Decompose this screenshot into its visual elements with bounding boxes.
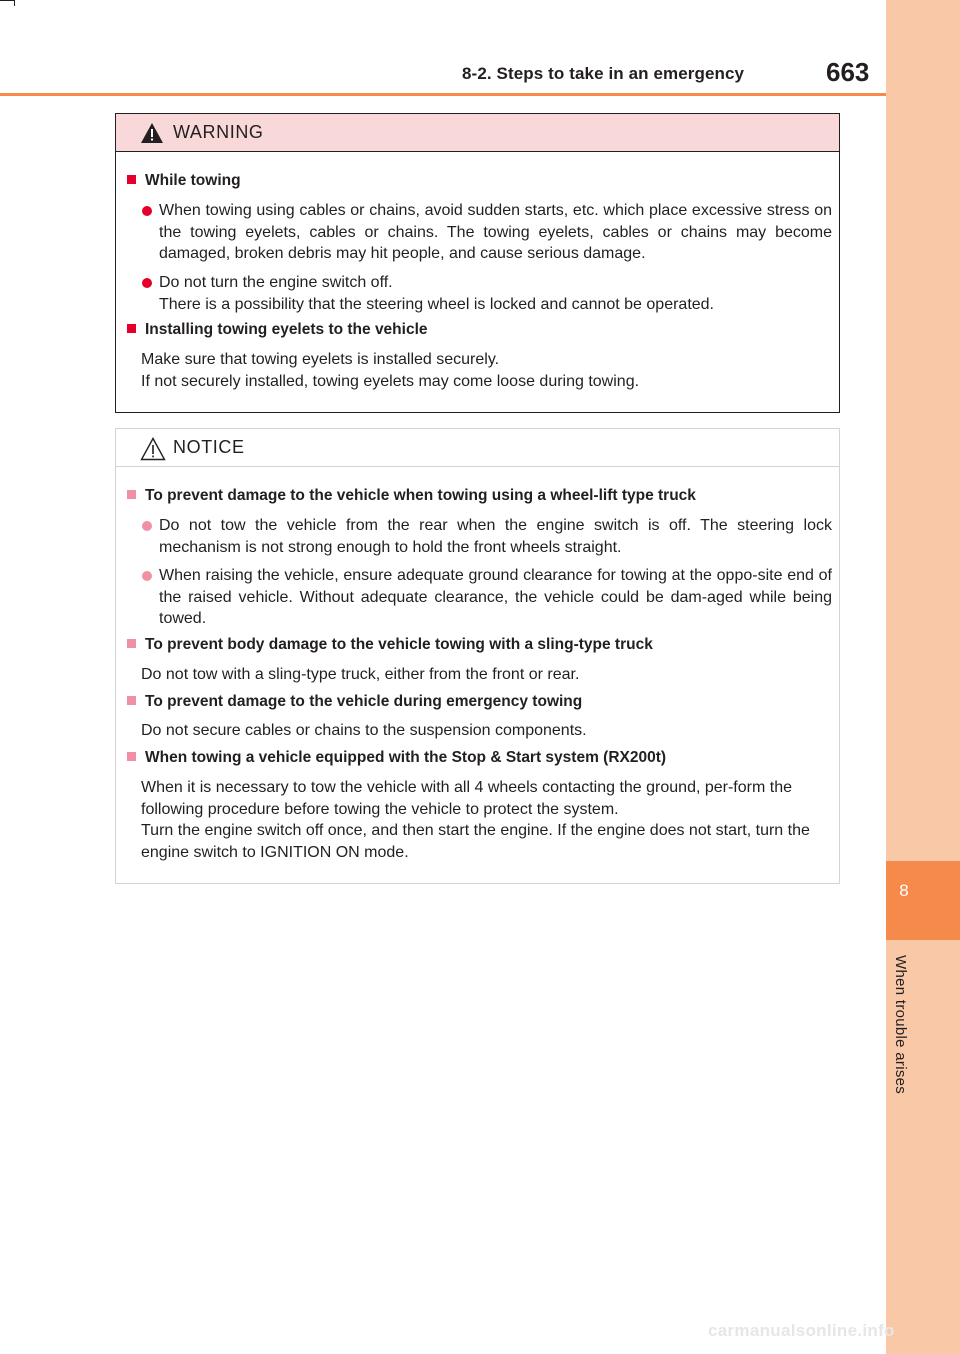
site-watermark: carmanualsonline.info: [708, 1321, 895, 1340]
round-bullet-icon: [142, 278, 152, 288]
notice-header: [116, 429, 839, 467]
chapter-side-tab: [886, 0, 960, 1354]
notice-body-text: Do not tow with a sling-type truck, either from the front or rear.: [141, 666, 580, 683]
notice-bullet-text: Do not tow the vehicle from the rear when the engine switch is off. The steering lock mechanism is not strong enough to hold the front wheels straight.: [159, 517, 832, 556]
notice-box: [115, 428, 840, 884]
round-bullet-icon: [142, 571, 152, 581]
caution-triangle-icon: [140, 437, 166, 461]
notice-bullet-text: When raising the vehicle, ensure adequate ground clearance for towing at the oppo-site end of the raised vehicle. Without adequate clearance, the vehicle could be dam-aged while being towed.: [159, 567, 832, 627]
warning-box: [115, 113, 840, 413]
crop-mark: [0, 0, 14, 1]
chapter-number: 8: [899, 881, 909, 900]
crop-mark: [14, 0, 15, 6]
warning-triangle-icon: [140, 122, 164, 144]
warning-title: WARNING: [173, 122, 264, 142]
round-bullet-icon: [142, 206, 152, 216]
round-bullet-icon: [142, 521, 152, 531]
notice-section-heading: To prevent damage to the vehicle when towing using a wheel-lift type truck: [127, 487, 696, 505]
warning-bullet-text: When towing using cables or chains, avoid sudden starts, etc. which place excessive stress on the towing eyelets, cables or chains. The towing eyelets, cables or chains may become damaged, broken debris may hit people, and cause serious damage.: [159, 202, 832, 262]
warning-header: [116, 114, 839, 152]
warning-section-heading: Installing towing eyelets to the vehicle: [127, 321, 428, 339]
notice-section-heading: When towing a vehicle equipped with the Stop & Start system (RX200t): [127, 749, 666, 767]
notice-title: NOTICE: [173, 437, 245, 457]
warning-bullet-text: Do not turn the engine switch off. There is a possibility that the steering wheel is locked and cannot be operated.: [159, 274, 714, 313]
square-bullet-icon: [127, 324, 136, 333]
square-bullet-icon: [127, 696, 136, 705]
square-bullet-icon: [127, 490, 136, 499]
notice-body-text: When it is necessary to tow the vehicle with all 4 wheels contacting the ground, per-form the following procedure before towing the vehicle to protect the system. Turn the engine switch off once, and then start the engine. If the engine does not start, turn the engine switch to IGNITION ON mode.: [141, 779, 810, 861]
section-title: 8-2. Steps to take in an emergency: [462, 64, 745, 83]
square-bullet-icon: [127, 175, 136, 184]
notice-section-heading: To prevent damage to the vehicle during emergency towing: [127, 693, 582, 711]
notice-section-heading: To prevent body damage to the vehicle towing with a sling-type truck: [127, 636, 653, 654]
square-bullet-icon: [127, 752, 136, 761]
chapter-label: When trouble arises: [892, 955, 909, 1095]
notice-body-text: Do not secure cables or chains to the suspension components.: [141, 722, 587, 739]
page-number: 663: [826, 57, 870, 87]
warning-body-text: Make sure that towing eyelets is installed securely. If not securely installed, towing eyelets may come loose during towing.: [141, 351, 640, 390]
warning-section-heading: While towing: [127, 172, 241, 190]
header-rule: [0, 93, 886, 96]
square-bullet-icon: [127, 639, 136, 648]
